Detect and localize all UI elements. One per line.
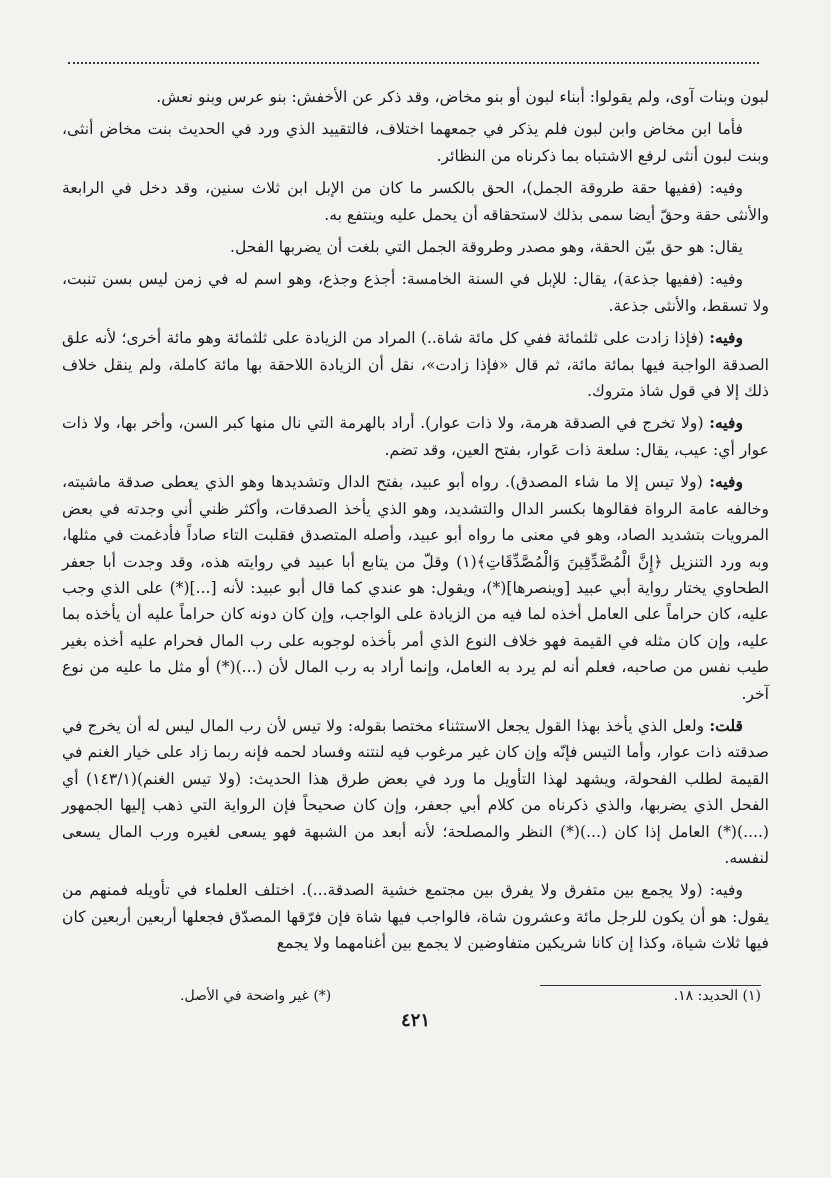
- paragraph-text: وفيه: (ففيها حقة طروقة الجمل)، الحق بالكسر ما كان من الإبل ابن ثلاث سنين، وقد دخل في الرابعة والأنثى حقة وحقّ أيضا سمى بذلك لاستحقاقه أن يحمل عليه وينتفع به.: [62, 179, 769, 224]
- paragraph: [62, 713, 769, 871]
- paragraph: [62, 234, 769, 260]
- paragraph: [62, 410, 769, 463]
- paragraph: [62, 84, 769, 110]
- paragraph-text: وفيه: (ففيها جذعة)، يقال: للإبل في السنة الخامسة: أجذع وجذع، وهو اسم له في زمن ليس بسن تنبت، ولا تسقط، والأنثى جذعة.: [62, 270, 769, 315]
- body-text: [62, 84, 769, 963]
- paragraph-text: (فإذا زادت على ثلثمائة ففي كل مائة شاة..) المراد من الزيادة على ثلثمائة وهو مائة أخرى؛ لأنه علق الصدقة الواجبة فيها بمائة مائة، ثم قال «فإذا زادت»، نقل أن الزيادة اللاحقة بها مائة كاملة، ولم ينقل خلاف ذلك إلا في قول شاذ متروك.: [62, 329, 769, 401]
- paragraph: [62, 175, 769, 228]
- paragraph-text: (ولا تخرج في الصدقة هرمة، ولا ذات عوار). أراد بالهرمة التي نال منها كبر السن، وأخر بها، ولا ذات عوار أي: عيب، يقال: سلعة ذات عَوار، بفتح العين، وقد تضم.: [62, 414, 769, 459]
- paragraph-lead: وفيه:: [709, 472, 743, 492]
- paragraph-text: وفيه: (ولا يجمع بين متفرق ولا يفرق بين مجتمع خشية الصدقة...). اختلف العلماء في تأويله فمنهم من يقول: هو أن يكون للرجل مائة وعشرون شاة، فالواجب فيها شاة فإن فرّقها المصدّق فجعلها أربعين أربعين كان فيها ثلاث شياة، وكذا إن كانا شريكين متفاوضين لا يجمع بين أغنامهما ولا يجمع: [62, 881, 769, 953]
- paragraph: [62, 266, 769, 319]
- footnote-1: (١) الحديد: ١٨.: [673, 988, 761, 1004]
- paragraph-text: يقال: هو حق بيّن الحقة، وهو مصدر وطروقة الجمل التي بلغت أن يضربها الفحل.: [230, 238, 743, 257]
- paragraph-text: لبون وبنات آوى، ولم يقولوا: أبناء لبون أو بنو مخاض، وقد ذكر عن الأخفش: بنو عرس وبنو نعش.: [156, 88, 769, 106]
- paragraph-lead: وفيه:: [709, 413, 743, 433]
- footnote-star: (*) غير واضحة في الأصل.: [180, 988, 332, 1004]
- paragraph-text: فأما ابن مخاض وابن لبون فلم يذكر في جمعهما اختلاف، فالتقييد الذي ورد في الحديث بنت مخاض أنثى، وبنت لبون أنثى لرفع الاشتباه بما ذكرناه من النظائر.: [62, 120, 769, 165]
- paragraph: [62, 325, 769, 404]
- paragraph-text: (ولا تيس إلا ما شاء المصدق). رواه أبو عبيد، بفتح الدال وتشديدها وهو الذي يعطى صدقة ماشيته، وخالفه عامة الرواة فقالوها بكسر الدال والتشديد، وهو الذي يأخذ الصدقات، وأكثر ظني أني وجدته في بعض المرويات بتشديد الصاد، وهو في معنى ما رواه أبو عبيد، وأصله المتصدق فقلبت التاء صاداً فأدغمت في مثلها، وبه ورد التنزيل ﴿إِنَّ الْمُصَّدِّقِينَ وَالْمُصَّدِّقَاتِ﴾(١) وقلّ من يتابع أبا عبيد في روايته هذه، وقد وجدت أبا جعفر الطحاوي يختار رواية أبي عبيد [وينصرها](*)، ويقول: هو عندي كما قال أبو عبيد: لأنه [...](*) على الذي وجب عليه، كان حراماً على العامل أخذه لما فيه من الزيادة على الواجب، وإن كان دونه كان حراماً عليه أن يأخذه بما عليه، وإن كان مثله في القيمة فهو خلاف النوع الذي أمر بأخذه لوجوبه على رب المال فحرام عليه أخذه بغير طيب نفس من صاحبه، فعلم أنه لم يرد به العامل، وإنما أراد به رب المال لأن (...)(*) أو مثل ما عليه من نوع آخر.: [62, 473, 769, 703]
- paragraph-lead: قلت:: [709, 715, 743, 735]
- paragraph-text: ولعل الذي يأخذ بهذا القول يجعل الاستثناء مختصا بقوله: ولا تيس لأن رب المال ليس له أن يخرج في صدقته ذات عوار، وأما التيس فإنّه وإن كان غير مرغوب فيه لنتنه وفساد لحمه فإنه ربما زاد على خيار الغنم في القيمة لطلب الفحولة، ويشهد لهذا التأويل ما ورد في بعض طرق هذا الحديث: (ولا تيس الغنم)(١٤٣/١) أي الفحل الذي يضربها، والذي ذكرناه من كلام أبي جعفر، وإن كان صحيحاً فإن الرواية التي ذهب إليها الجمهور (....)(*) العامل إذا كان (...)(*) النظر والمصلحة؛ لأنه أبعد من الشبهة فهو يسعى لغيره ورب المال يسعى لنفسه.: [62, 716, 769, 867]
- paragraph: [62, 116, 769, 169]
- top-dotted-rule: [68, 62, 759, 64]
- paragraph: [62, 877, 769, 956]
- page-number: ٤٢١: [400, 1010, 430, 1031]
- paragraph-lead: وفيه:: [709, 328, 743, 348]
- footnote-rule: [540, 985, 761, 986]
- footnotes: [180, 988, 761, 1004]
- paragraph: [62, 469, 769, 707]
